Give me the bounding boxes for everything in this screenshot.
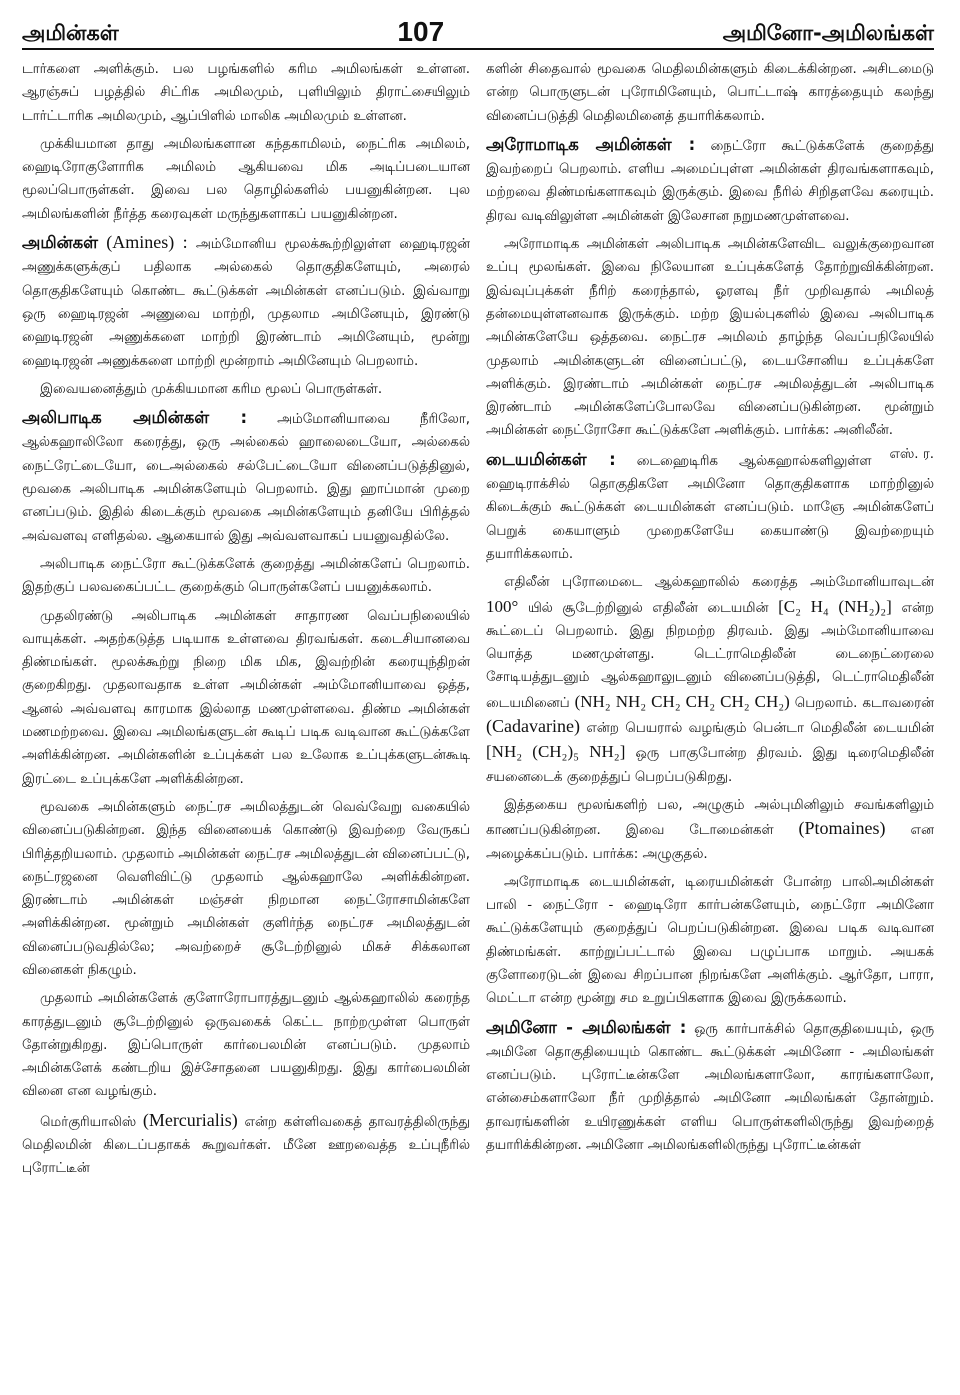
text-run: யில் சூடேற்றினுல் எதிலீன் டையமின் [527, 600, 769, 616]
paragraph: அலிபாடிக நைட்ரோ கூட்டுக்களேக் குறைத்து அமின்களேப் பெறலாம். இதற்குப் பலவகைப்பட்ட குறைக்கும் பொருள்களேப் பயனுக்கலாம். [22, 556, 470, 596]
two-column-body [22, 58, 934, 1388]
paragraph: முதலிரண்டு அலிபாடிக அமின்கள் சாதாரண வெப்பநிலையில் வாயுக்கள். அதற்கடுத்த படியாக உள்ளவை திரவங்கள். கடைசியானவை திண்மங்கள். மூலக்கூற்று நிறை மிக மிக, இவற்றின் கரையுந்திறன் குறைகிறது. முதலாவதாக உள்ள அமின்கள் அம்மோனியாவை ஒத்த, ஆனல் அவ்வளவு காரமாக இல்லாத மணமுள்ளவை. திண்ம அமின்கள் மணமற்றவை. இவை அமிலங்களுடன் கூடிப் படிக வடிவான கூட்டுக்களே அளிக்கின்றன. அமின்களின் உப்புக்கள் பல உலோக உப்புக்களுடன்கூடி இரட்டை உப்புக்களே அளிக்கின்றன. [22, 608, 470, 787]
entry-text: அம்மோனியாவை நீரிலோ, ஆல்கஹாலிலோ கரைத்து, ஒரு அல்கைல் ஹாலைடையோ, அல்கைல் நைட்ரேட்டையோ, டைஅல்கைல் சல்பேட்டையோ வினைப்படுத்தினுல், மூவகை அலிபாடிக அமின்களேயும் பெறலாம். இது ஹாப்மான் முறை எனப்படும். இதில் கிடைக்கும் மூவகை அமின்களேயும் தனியே பிரித்தல் அவ்வளவு எளிதல்ல. ஆகையால் இது அவ்வளவாகப் பயனுவதில்லே. [22, 412, 470, 544]
paragraph: களின் சிதைவால் மூவகை மெதிலமின்களும் கிடைக்கின்றன. அசிடமைடு என்ற பொருளுடன் புரோமினேயும், பொட்டாஷ் காரத்தையும் கலந்து வினைப்படுத்தி மெதிலமினைத் தயாரிக்கலாம். [486, 62, 934, 124]
text-run: என்ற பெயரால் வழங்கும் பென்டா மெதிலீன் டையமின் [586, 721, 934, 737]
entry-aliphatic [22, 406, 470, 548]
text-run: என்ற கள்ளிவகைத் தாவரத்திலிருந்து மெதிலமின் கிடைப்பதாகக் கூறுவர்கள். மீனே ஊறவைத்த உப்புநீரில் புரோட்டீன் [22, 1114, 470, 1177]
paragraph: மூவகை அமின்களும் நைட்ரச அமிலத்துடன் வெவ்வேறு வகையில் வினைப்படுகின்றன. இந்த வினையைக் கொண்டு இவற்றை வேருகப் பிரித்தறியலாம். முதலாம் அமின்கள் நைட்ரச அமிலத்துடன் வினைப்பட்டு, நைட்ரஜனை வெளிவிட்டு முதலாம் ஆல்கஹாலே அளிக்கின்றன. இரண்டாம் அமின்கள் மஞ்சள் நிறமான நைட்ரோசாமின்களே அளிக்கின்றன. மூன்றும் அமின்கள் குளிர்ந்த நைட்ரச அமிலத்துடன் வினைப்படுவதில்லே; அவற்றைச் சூடேற்றினுல் மிகச் சிக்கலான வினைகள் நிகழும். [22, 799, 470, 978]
entry-heading-latin: (Amines) : [106, 232, 188, 253]
paragraph: டார்களை அளிக்கும். பல பழங்களில் கரிம அமிலங்கள் உள்ளன. ஆரஞ்சுப் பழத்தில் சிட்ரிக அமிலமும், புளியிலும் திராட்சையிலும் டார்ட்டாரிக அமிலமும், ஆப்பிளில் மாலிக அமிலமும் உள்ளன. [22, 62, 470, 124]
paragraph: முக்கியமான தாது அமிலங்களான கந்தகாமிலம், நைட்ரிக அமிலம், ஹைடிரோகுளோரிக அமிலம் ஆகியவை மிக அடிப்படையான மூலப்பொருள்கள். இவை பல தொழில்களில் பயனுகின்றன. புல அமிலங்களின் நீர்த்த கரைவுகள் மருந்துகளாகப் பயனுகின்றன. [22, 136, 470, 222]
entry-text: நைட்ரோ கூட்டுக்களேக் குறைத்து இவற்றைப் பெறலாம். எளிய அமைப்புள்ள அமின்கள் திரவங்களாகவும், மற்றவை திண்மங்களாகவும் இருக்கும். இவை நீரில் சிறிதளவே கரையும். திரவ வடிவிலுள்ள அமின்கள் இலேசான நறுமணமுள்ளவை. [486, 138, 934, 224]
text-run: பெறலாம். கடாவரைன் [794, 695, 934, 711]
temperature-value: 100° [486, 596, 519, 616]
entry-diamines [486, 448, 934, 566]
paragraph [22, 1109, 470, 1181]
running-head-left: அமின்கள் [22, 21, 119, 45]
paragraph [486, 571, 934, 789]
entry-amino-acids [486, 1016, 934, 1158]
text-run: அரோமாடிக அமின்கள் அலிபாடிக அமின்களேவிட வலுக்குறைவான உப்பு மூலங்கள். இவை நிலேயான உப்புக்களேத் தோற்றுவிக்கின்றன. இவ்வுப்புக்கள் நீரிற் கரைந்தால், ஓரளவு நீர் முறிவதால் அமிலத் தன்மையுள்ளனவாக இருக்கும். மற்ற இயல்புகளில் இவை அலிபாடிக அமின்களேயே ஒத்தவை. நைட்ரச அமிலம் தாழ்ந்த வெப்பநிலேயில் முதலாம் அமின்களுடன் வினைப்பட்டு, டையசோனிய உப்புக்களே அளிக்கும். இரண்டாம் அமின்கள் நைட்ரச அமிலத்துடன் அலிபாடிக இரண்டாம் அமின்களேப்போலவே வினைப்படுகின்றன. மூன்றும் அமின்கள் நைட்ரோசோ கூட்டுக்களே அளிக்கும். பார்க்க: அனிலீன். [486, 237, 934, 439]
chemical-formula: [C₂ H₄ (NH₂)₂] [778, 596, 892, 616]
page-number: 107 [397, 16, 445, 47]
latin-term: (Mercurialis) [142, 1109, 238, 1130]
text-run: ஒரு பாகுபோன்ற திரவம். இது டிரைமெதிலீன் சயனைடைக் குறைத்துப் பெறப்படுகிறது. [486, 746, 934, 785]
running-head-right: அமினோ-அமிலங்கள் [722, 21, 934, 45]
page-header [22, 10, 934, 50]
text-run: என்ற கூட்டைப் பெறலாம். இது நிறமற்ற திரவம். இது அம்மோனியாவை யொத்த மணமுள்ளது. டெட்ராமெதிலீன் டைநைட்ரைலை சோடியத்துடனும் ஆல்கஹாலுடனும் வினைப்படுத்தி, டெட்ராமெதிலீன் டையமினைப் [486, 600, 934, 711]
entry-heading: டையமின்கள் : [486, 449, 616, 469]
left-column [22, 58, 470, 1388]
entry-aromatic [486, 133, 934, 228]
entry-heading: அலிபாடிக அமின்கள் : [22, 408, 248, 428]
text-run: இத்தகைய மூலங்களிற் பல, அழுகும் அல்புமினிலும் சவங்களிலும் காணப்படுகின்றன. இவை டோமைன்கள் [486, 797, 934, 839]
chemical-formula: [NH₂ (CH₂)₅ NH₂] [486, 742, 626, 762]
text-run: மெர்குரியாலிஸ் [40, 1114, 137, 1130]
right-column [486, 58, 934, 1388]
text-run: என அழைக்கப்படும். பார்க்க: அழுகுதல். [486, 823, 934, 862]
text-run: எதிலீன் புரோமைடை ஆல்கஹாலில் கரைத்த அம்மோனியாவுடன் [504, 575, 934, 591]
entry-heading: அமினோ - அமிலங்கள் : [486, 1017, 687, 1037]
latin-term: (Ptomaines) [798, 818, 886, 839]
latin-term: (Cadavarine) [486, 716, 580, 737]
paragraph: இவையனைத்தும் முக்கியமான கரிம மூலப் பொருள்கள். [40, 381, 383, 397]
entry-text: டைஹைடிரிக ஆல்கஹால்களிலுள்ள ஹைடிராக்சில் தொகுதிகளே அமினோ தொகுதிகளாக மாற்றினுல் கிடைக்கும் கூட்டுக்கள் டையமின்கள் எனப்படும். மாஞே அமின்களேப் பெறுக் கையாளும் முறைகளேயே கையாண்டு இவற்றையும் தயாரிக்கலாம். [486, 453, 934, 562]
entry-amines [22, 231, 470, 373]
author-signature: எஸ். ர. [889, 446, 934, 462]
chemical-formula: (NH₂ NH₂ CH₂ CH₂ CH₂ CH₂) [574, 691, 790, 711]
paragraph [486, 794, 934, 866]
paragraph: முதலாம் அமின்களேக் குளோரோபாரத்துடனும் ஆல்கஹாலில் கரைந்த காரத்துடனும் சூடேற்றினுல் ஒருவகைக் கெட்ட நாற்றமுள்ள பொருள் தோன்றுகிறது. இப்பொருள் கார்பைலமின் எனப்படும். முதலாம் அமின்களேக் கண்டறிய இச்சோதனை பயனுகிறது. இது கார்பைலமின் வினை என வழங்கும். [22, 991, 470, 1100]
entry-text: ஒரு கார்பாக்சில் தொகுதியையும், ஒரு அமினே தொகுதியையும் கொண்ட கூட்டுக்கள் அமினோ - அமிலங்கள் எனப்படும். புரோட்டீன்களே அமிலங்களாலோ, காரங்களாலோ, என்சைம்களாலோ நீர் முறித்தால் அமினோ அமிலங்கள் தோன்றும். தாவரங்களின் உயிரணுக்கள் எளிய பொருள்களிலிருந்து இவற்றைத் தயாரிக்கின்றன. அமினோ அமிலங்களிலிருந்து புரோட்டீன்கள் [486, 1021, 934, 1154]
entry-text: அம்மோனிய மூலக்கூற்றிலுள்ள ஹைடிரஜன் அணுக்களுக்குப் பதிலாக அல்கைல் தொகுதிகளேயும், அரைல் தொகுதிகளேயும் கொண்ட கூட்டுக்கள் அமின்கள் எனப்படும். இவ்வாறு ஒரு ஹைடிரஜன் அணுவை மாற்றி, முதலாம அமினேயும், இரண்டு ஹைடிரஜன் அணுக்களை மாற்றி இரண்டாம் அமினேயும், மூன்று ஹைடிரஜன் அணுக்களை மாற்றி மூன்றாம் அமினேயும் பெறலாம். [22, 237, 470, 369]
entry-heading: அமின்கள் [22, 233, 99, 253]
paragraph: அரோமாடிக டையமின்கள், டிரையமின்கள் போன்ற பாலிஅமின்கள் பாலி - நைட்ரோ - ஹைடிரோ கார்பன்களேயும், நைட்ரோ அமினோ கூட்டுக்களேயும் குறைத்துப் பெறப்படுகின்றன. இவை படிக வடிவான திண்மங்கள். காற்றுப்பட்டால் இவை பழுப்பாக மாறும். அயகக் குளோரைடுடன் இவை சிறப்பான நிறங்களே அளிக்கும். ஆர்தோ, பாரா, மெட்டா என்ற மூன்று சம உறுப்பிகளாக இவை இருக்கலாம். [486, 874, 934, 1007]
entry-heading: அரோமாடிக அமின்கள் : [486, 134, 696, 154]
